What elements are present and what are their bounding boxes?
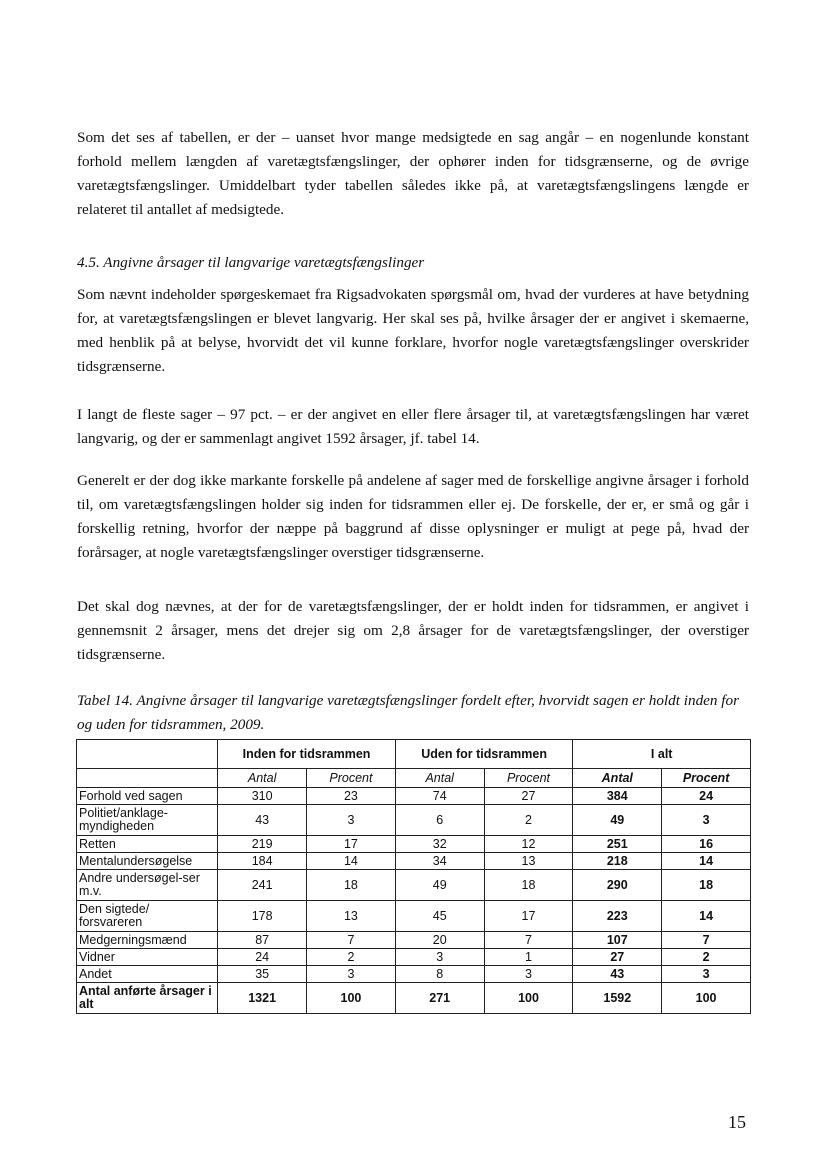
table-group-header-row [77,740,751,769]
cell: 3 [395,949,484,966]
cell: 384 [573,788,662,805]
cell: 271 [395,983,484,1014]
cell: 14 [307,853,396,870]
group-header: Inden for tidsrammen [218,740,396,769]
table-row [77,788,751,805]
cell: 13 [307,901,396,932]
cell: 24 [218,949,307,966]
cell: 43 [573,966,662,983]
cell: 3 [484,966,573,983]
cell: 32 [395,836,484,853]
cell: 13 [484,853,573,870]
cell: 3 [662,966,751,983]
table-row [77,966,751,983]
cell: 310 [218,788,307,805]
cell: 178 [218,901,307,932]
table-caption: Tabel 14. Angivne årsager til langvarige varetægtsfængslinger fordelt efter, hvorvidt sagen er holdt inden for og uden for tidsrammen, 2009. [77,692,740,733]
group-header: Uden for tidsrammen [395,740,573,769]
subheader-cell: Antal [573,769,662,788]
cell: 241 [218,870,307,901]
group-header: I alt [573,740,751,769]
table-row [77,932,751,949]
cell: 3 [662,805,751,836]
cell: 1321 [218,983,307,1014]
subheader-cell: Procent [484,769,573,788]
cell: 100 [307,983,396,1014]
table-corner-cell [77,769,218,788]
cell: 12 [484,836,573,853]
row-label: Andre undersøgel-ser m.v. [77,870,218,901]
cell: 16 [662,836,751,853]
cell: 223 [573,901,662,932]
cell: 14 [662,901,751,932]
cell: 100 [662,983,751,1014]
row-label: Mentalundersøgelse [77,853,218,870]
subheader-cell: Antal [218,769,307,788]
cell: 290 [573,870,662,901]
paragraph-3: I langt de fleste sager – 97 pct. – er der angivet en eller flere årsager til, at varetægtsfængslingen har været langvarig, og der er sammenlagt angivet 1592 årsager, jf. tabel 14. [77,406,749,447]
cell: 1 [484,949,573,966]
cell: 20 [395,932,484,949]
cell: 18 [484,870,573,901]
cell: 251 [573,836,662,853]
row-label: Medgerningsmænd [77,932,218,949]
row-label: Antal anførte årsager i alt [77,983,218,1014]
cell: 1592 [573,983,662,1014]
cell: 3 [307,966,396,983]
table-row [77,836,751,853]
cell: 49 [573,805,662,836]
cell: 87 [218,932,307,949]
cell: 100 [484,983,573,1014]
cell: 17 [307,836,396,853]
subheader-cell: Procent [662,769,751,788]
cell: 17 [484,901,573,932]
paragraph-5: Det skal dog nævnes, at der for de varetægtsfængslinger, der er holdt inden for tidsrammen, er angivet i gennemsnit 2 årsager, mens det drejer sig om 2,8 årsager for de varetægtsfængslinger, der overstiger tidsgrænserne. [77,598,749,663]
table-row [77,853,751,870]
cell: 2 [662,949,751,966]
cell: 2 [307,949,396,966]
cell: 49 [395,870,484,901]
subheader-cell: Antal [395,769,484,788]
subheader-cell: Procent [307,769,396,788]
section-heading: 4.5. Angivne årsager til langvarige varetægtsfængslinger [77,254,425,271]
data-table [76,739,751,1014]
table-corner-cell [77,740,218,769]
cell: 7 [307,932,396,949]
cell: 23 [307,788,396,805]
cell: 218 [573,853,662,870]
cell: 6 [395,805,484,836]
table-total-row [77,983,751,1014]
table-row [77,870,751,901]
cell: 24 [662,788,751,805]
cell: 27 [573,949,662,966]
cell: 7 [662,932,751,949]
table-row [77,805,751,836]
cell: 18 [662,870,751,901]
table-subheader-row [77,769,751,788]
paragraph-2: Som nævnt indeholder spørgeskemaet fra Rigsadvokaten spørgsmål om, hvad der vurderes at have betydning for, at varetægtsfængslingen er blevet langvarig. Her skal ses på, hvilke årsager der er angivet i skemaerne, med henblik på at belyse, hvorvidt det vil kunne forklare, hvorfor nogle varetægtsfængslinger overskrider tidsgrænserne. [77,286,749,375]
table-row [77,901,751,932]
row-label: Retten [77,836,218,853]
row-label: Den sigtede/ forsvareren [77,901,218,932]
row-label: Andet [77,966,218,983]
page-number: 15 [728,1112,746,1132]
cell: 107 [573,932,662,949]
row-label: Politiet/anklage-myndigheden [77,805,218,836]
table-row [77,949,751,966]
cell: 7 [484,932,573,949]
cell: 3 [307,805,396,836]
cell: 219 [218,836,307,853]
paragraph-1: Som det ses af tabellen, er der – uanset hvor mange medsigtede en sag angår – en nogenlunde konstant forhold mellem længden af varetægtsfængslinger, der ophører inden for tidsgrænserne, og de øvrige varetægtsfængslinger. Umiddelbart tyder tabellen således ikke på, at varetægtsfængslingens længde er relateret til antallet af medsigtede. [77,129,749,218]
cell: 8 [395,966,484,983]
row-label: Forhold ved sagen [77,788,218,805]
paragraph-4: Generelt er der dog ikke markante forskelle på andelene af sager med de forskellige angivne årsager i forhold til, om varetægtsfængslingen holder sig inden for tidsrammen eller ej. De forskelle, der er, er små og går i forskellig retning, hvorfor der næppe på baggrund af disse oplysninger er muligt at pege på, hvad der forårsager, at nogle varetægtsfængslinger overstiger tidsgrænserne. [77,472,749,561]
cell: 184 [218,853,307,870]
cell: 34 [395,853,484,870]
row-label: Vidner [77,949,218,966]
cell: 27 [484,788,573,805]
cell: 43 [218,805,307,836]
cell: 2 [484,805,573,836]
cell: 74 [395,788,484,805]
cell: 45 [395,901,484,932]
cell: 18 [307,870,396,901]
cell: 14 [662,853,751,870]
cell: 35 [218,966,307,983]
